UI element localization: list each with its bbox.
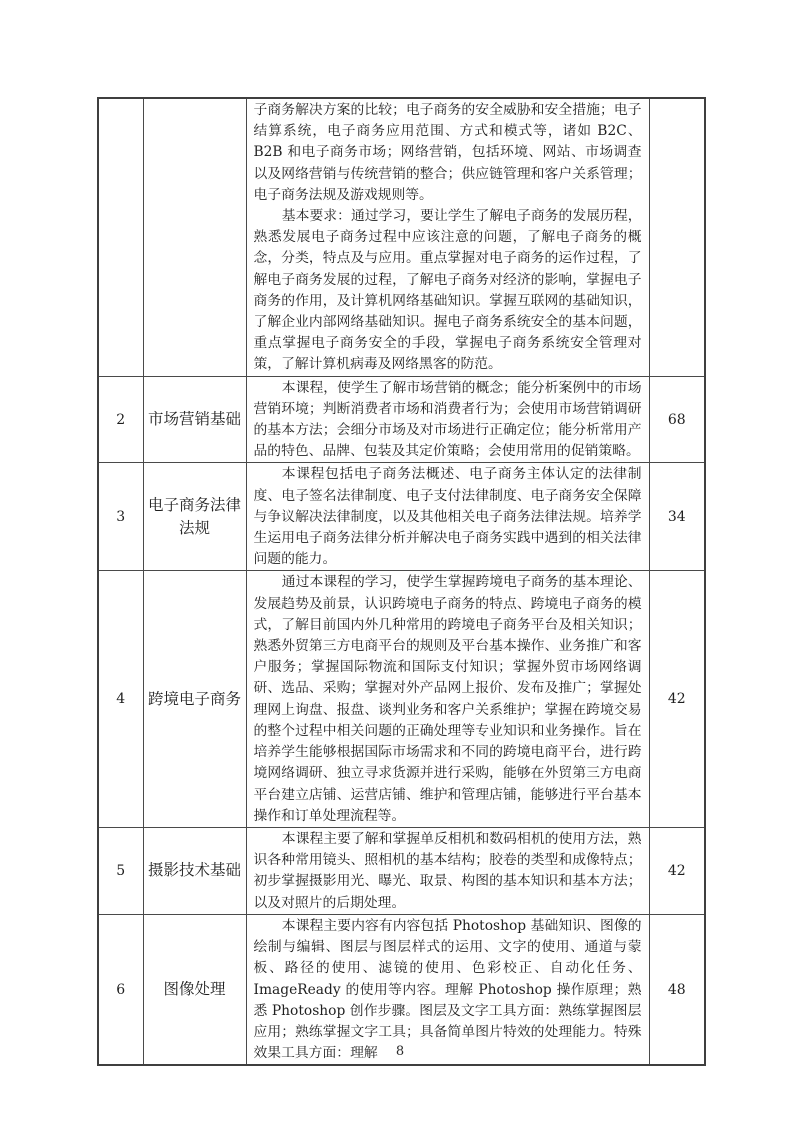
course-hours-cell: 42 xyxy=(649,571,705,827)
row-number-cell: 5 xyxy=(98,827,143,914)
page-number: 8 xyxy=(395,1044,405,1059)
table-row xyxy=(98,827,705,914)
course-name-cell: 摄影技术基础 xyxy=(143,827,246,914)
course-name-cell: 电子商务法律法规 xyxy=(143,463,246,571)
course-desc-paragraph: 本课程包括电子商务法概述、电子商务主体认定的法律制度、电子签名法律制度、电子支付法律制度、电子商务安全保障与争议解决法律制度，以及其他相关电子商务法律法规。培养学生运用电子商务法律分析并解决电子商务实践中遇到的相关法律问题的能力。 xyxy=(253,466,642,568)
table-row xyxy=(98,571,705,827)
table-row xyxy=(98,98,705,376)
course-name-cell: 跨境电子商务 xyxy=(143,571,246,827)
course-desc-paragraph: 通过本课程的学习，使学生掌握跨境电子商务的基本理论、发展趋势及前景，认识跨境电子商务的特点、跨境电子商务的模式，了解目前国内外几种常用的跨境电子商务平台及相关知识；熟悉外贸第三方电商平台的规则及平台基本操作、业务推广和客户服务；掌握国际物流和国际支付知识；掌握外贸市场网络调研、选品、采购；掌握对外产品网上报价、发布及推广；掌握处理网上询盘、报盘、谈判业务和客户关系维护；掌握在跨境交易的整个过程中相关问题的正确处理等专业知识和业务操作。旨在培养学生能够根据国际市场需求和不同的跨境电商平台，进行跨境网络调研、独立寻求货源并进行采购，能够在外贸第三方电商平台建立店铺、运营店铺、维护和管理店铺，能够进行平台基本操作和订单处理流程等。 xyxy=(253,574,642,824)
course-name-cell: 图像处理 xyxy=(143,914,246,1065)
course-desc-cell xyxy=(246,376,649,463)
row-number-cell: 4 xyxy=(98,571,143,827)
course-desc-cell xyxy=(246,914,649,1065)
course-table xyxy=(97,97,706,1066)
course-hours-cell: 68 xyxy=(649,376,705,463)
course-hours-cell xyxy=(649,98,705,376)
row-number-cell: 2 xyxy=(98,376,143,463)
table-row xyxy=(98,463,705,571)
table-row xyxy=(98,376,705,463)
course-desc-paragraph: 本课程主要内容有内容包括 Photoshop 基础知识、图像的绘制与编辑、图层与图层样式的运用、文字的使用、通道与蒙板、路径的使用、滤镜的使用、色彩校正、自动化任务、ImageReady 的使用等内容。理解 Photoshop 操作原理；熟悉 Photoshop 创作步骤。图层及文字工具方面：熟练掌握图层应用；熟练掌握文字工具；具备简单图片特效的处理能力。特殊效果工具方面：理解 xyxy=(253,917,642,1062)
row-number-cell xyxy=(98,98,143,376)
course-desc-cell xyxy=(246,827,649,914)
row-number-cell: 3 xyxy=(98,463,143,571)
course-desc-paragraph: 子商务解决方案的比较；电子商务的安全威胁和安全措施；电子结算系统，电子商务应用范围、方式和模式等，诸如 B2C、B2B 和电子商务市场；网络营销，包括环境、网站、市场调查以及网络营销与传统营销的整合；供应链管理和客户关系管理；电子商务法规及游戏规则等。 xyxy=(253,102,642,203)
course-hours-cell: 42 xyxy=(649,827,705,914)
course-hours-cell: 48 xyxy=(649,914,705,1065)
table-row xyxy=(98,914,705,1065)
course-name-cell xyxy=(143,98,246,376)
course-desc-paragraph: 本课程，使学生了解市场营销的概念；能分析案例中的市场营销环境；判断消费者市场和消费者行为；会使用市场营销调研的基本方法；会细分市场及对市场进行正确定位；能分析常用产品的特色、品牌、包装及其定价策略；会使用常用的促销策略。 xyxy=(253,379,642,460)
course-desc-paragraph: 本课程主要了解和掌握单反相机和数码相机的使用方法，熟识各种常用镜头、照相机的基本结构；胶卷的类型和成像特点；初步掌握摄影用光、曝光、取景、构图的基本知识和基本方法；以及对照片的后期处理。 xyxy=(253,830,642,911)
course-hours-cell: 34 xyxy=(649,463,705,571)
course-desc-cell xyxy=(246,571,649,827)
row-number-cell: 6 xyxy=(98,914,143,1065)
course-desc-paragraph: 基本要求：通过学习，要让学生了解电子商务的发展历程，熟悉发展电子商务过程中应该注意的问题，了解电子商务的概念，分类，特点及与应用。重点掌握对电子商务的运作过程，了解电子商务发展的过程，了解电子商务对经济的影响，掌握电子商务的作用，及计算机网络基础知识。掌握互联网的基础知识，了解企业内部网络基础知识。握电子商务系统安全的基本问题，重点掌握电子商务安全的手段，掌握电子商务系统安全管理对策，了解计算机病毒及网络黑客的防范。 xyxy=(253,208,642,373)
course-name-cell: 市场营销基础 xyxy=(143,376,246,463)
course-desc-cell xyxy=(246,463,649,571)
course-desc-cell xyxy=(246,98,649,376)
